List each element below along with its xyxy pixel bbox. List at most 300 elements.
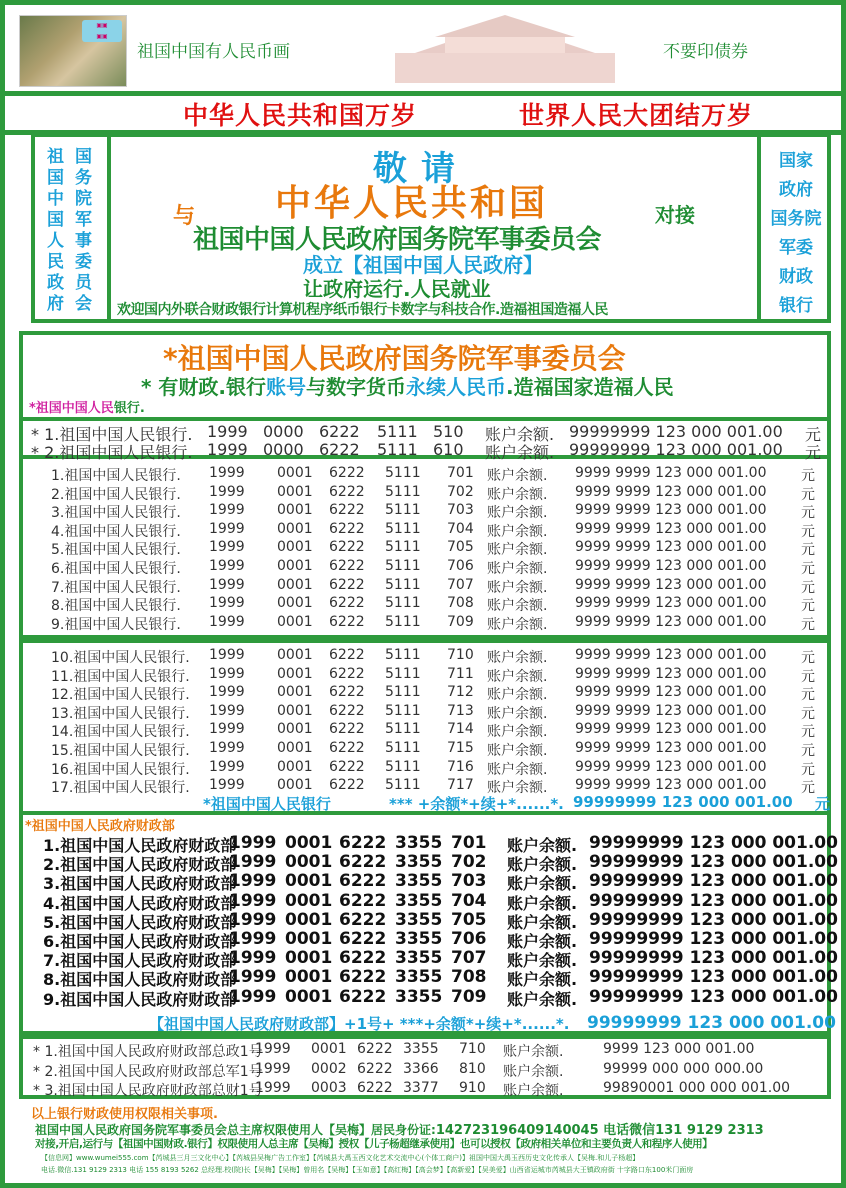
row-b: 6222 <box>319 422 360 441</box>
row-d: 702 <box>451 852 487 873</box>
row-a: 0001 <box>277 502 313 519</box>
row-c: 5111 <box>385 595 421 612</box>
row-no: 6.祖国中国人民银行. <box>51 561 181 577</box>
row-y: 1999 <box>209 613 245 630</box>
bank-label-b: 银行. <box>113 401 145 416</box>
row-c: 5111 <box>385 740 421 756</box>
row-b: 6222 <box>339 890 387 911</box>
header-left-title: 祖国中国有人民币画 <box>137 42 290 62</box>
table-row <box>23 967 838 990</box>
row-no: 8.祖国中国人民政府财政部 <box>43 970 237 990</box>
bank-group2-table <box>19 639 831 815</box>
portrait-image <box>19 15 127 87</box>
row-unit: 元 <box>805 425 822 444</box>
row-label: 账户余额. <box>487 561 548 577</box>
row-no: 3.祖国中国人民银行. <box>51 505 181 522</box>
row-b: 6222 <box>329 684 365 701</box>
row-no: 10.祖国中国人民银行. <box>51 650 190 666</box>
row-d: 717 <box>447 777 474 794</box>
row-label: 账户余额. <box>487 705 548 722</box>
row-unit: 元 <box>805 443 822 462</box>
row-label: 账户余额. <box>507 836 578 855</box>
row-label: 账户余额. <box>507 855 578 875</box>
slogan-left: 中华人民共和国万岁 <box>183 101 418 130</box>
row-label: 账户余额. <box>485 425 555 444</box>
section-title: *祖国中国人民政府国务院军事委员会 <box>163 342 626 375</box>
intro-welcome: 欢迎国内外联合财政银行计算机程序纸币银行卡数字与科技合作.造福祖国造福人民 <box>117 302 608 318</box>
row-a: 0001 <box>285 833 333 853</box>
row-y: 1999 <box>209 702 245 719</box>
row-label: 账户余额. <box>507 893 578 913</box>
row-unit: 元 <box>801 743 815 759</box>
row-b: 6222 <box>329 613 365 630</box>
footer-heading: 以上银行财政使用权限相关事项. <box>31 1107 218 1122</box>
left-side-panel <box>35 137 111 319</box>
row-b: 6222 <box>339 833 387 853</box>
row-label: 账户余额. <box>487 743 548 759</box>
row-bal: 99999 000 000 000.00 <box>603 1060 764 1077</box>
row-bal: 9999 9999 123 000 001.00 <box>575 558 767 574</box>
row-b: 6222 <box>339 986 387 1007</box>
row-b: 6222 <box>357 1060 393 1077</box>
row-a: 0001 <box>277 777 313 794</box>
row-no: 5.祖国中国人民政府财政部 <box>43 912 237 932</box>
row-y: 1999 <box>209 684 245 701</box>
bank-group1-table <box>19 459 831 639</box>
row-a: 0001 <box>277 539 313 556</box>
row-c: 5111 <box>377 440 418 459</box>
row-unit: 元 <box>801 650 815 666</box>
table-row <box>23 684 827 703</box>
row-bal: 9999 9999 123 000 001.00 <box>575 740 767 756</box>
row-d: 709 <box>451 986 487 1007</box>
row-b: 6222 <box>329 465 365 481</box>
row-c: 5111 <box>385 539 421 556</box>
row-c: 3355 <box>395 967 443 988</box>
table-row <box>23 558 827 577</box>
row-label: 账户余额. <box>487 650 548 666</box>
row-y: 1999 <box>209 558 245 574</box>
table-row <box>23 521 827 540</box>
section-sub-c: 与数字货币 <box>306 375 407 399</box>
row-b: 6222 <box>329 647 365 663</box>
row-c: 5111 <box>385 465 421 481</box>
row-unit: 元 <box>801 561 815 577</box>
row-a: 0001 <box>277 665 313 682</box>
row-c: 5111 <box>385 721 421 738</box>
right-side-line: 政府 <box>779 180 813 200</box>
section-sub-b: 账号 <box>266 375 307 399</box>
row-unit: 元 <box>801 687 815 704</box>
bank-top-table <box>19 417 831 462</box>
row-b: 6222 <box>329 758 365 775</box>
finance-summary-balance: 99999999 123 000 001.00 <box>587 1013 836 1033</box>
row-b: 6222 <box>329 483 365 500</box>
row-y: 1999 <box>229 929 277 949</box>
row-bal: 99999999 123 000 001.00 <box>589 833 838 853</box>
row-y: 1999 <box>255 1080 291 1096</box>
row-a: 0002 <box>311 1060 347 1077</box>
row-y: 1999 <box>229 967 277 988</box>
row-bal: 9999 123 000 001.00 <box>603 1041 755 1057</box>
row-d: 715 <box>447 740 474 756</box>
left-side-col2: 国务院军事委员会 <box>71 147 91 315</box>
footer <box>19 1101 831 1185</box>
table-row <box>23 1061 827 1081</box>
row-no: 3.祖国中国人民政府财政部 <box>43 874 237 894</box>
row-y: 1999 <box>209 758 245 775</box>
row-c: 5111 <box>385 647 421 663</box>
intro-committee: 祖国中国人民政府国务院军事委员会 <box>193 225 602 255</box>
row-c: 5111 <box>385 702 421 719</box>
row-label: 账户余额. <box>507 932 578 951</box>
row-b: 6222 <box>329 539 365 556</box>
row-y: 1999 <box>229 986 277 1007</box>
row-a: 0001 <box>285 890 333 911</box>
row-b: 6222 <box>319 440 360 459</box>
row-unit: 元 <box>801 468 815 484</box>
row-unit: 元 <box>801 616 815 633</box>
row-b: 6222 <box>339 909 387 930</box>
table-row <box>23 614 827 633</box>
row-no: 12.祖国中国人民银行. <box>51 687 190 704</box>
row-y: 1999 <box>209 721 245 738</box>
row-b: 6222 <box>329 702 365 719</box>
section-sub-e: .造福国家造福人民 <box>506 375 674 399</box>
row-bal: 9999 9999 123 000 001.00 <box>575 520 767 537</box>
section-sub-a: * 有财政.银行 <box>141 375 267 399</box>
row-d: 705 <box>447 539 474 556</box>
section-title-block <box>19 331 831 417</box>
row-d: 704 <box>451 890 487 911</box>
row-unit: 元 <box>801 668 815 685</box>
row-label: 账户余额. <box>485 443 555 462</box>
row-bal: 9999 9999 123 000 001.00 <box>575 777 767 794</box>
row-y: 1999 <box>209 665 245 682</box>
row-label: 账户余额. <box>487 579 548 596</box>
row-bal: 99999999 123 000 001.00 <box>569 422 783 441</box>
row-label: 账户余额. <box>507 951 578 971</box>
row-d: 716 <box>447 758 474 775</box>
row-y: 1999 <box>229 909 277 930</box>
section-subtitle <box>141 371 674 400</box>
row-b: 6222 <box>329 665 365 682</box>
row-c: 3355 <box>395 909 443 930</box>
intro-prc: 中华人民共和国 <box>275 183 549 224</box>
row-a: 0001 <box>277 740 313 756</box>
row-label: 账户余额. <box>487 468 548 484</box>
row-a: 0001 <box>285 871 333 892</box>
row-no: 9.祖国中国人民银行. <box>51 616 181 633</box>
row-a: 0001 <box>277 684 313 701</box>
row-bal: 9999 9999 123 000 001.00 <box>575 613 767 630</box>
row-d: 610 <box>433 440 464 459</box>
row-d: 701 <box>451 833 487 853</box>
row-b: 6222 <box>329 520 365 537</box>
row-no: 15.祖国中国人民银行. <box>51 743 190 759</box>
row-d: 714 <box>447 721 474 738</box>
row-a: 0000 <box>263 440 304 459</box>
row-a: 0000 <box>263 422 304 441</box>
row-a: 0001 <box>277 595 313 612</box>
footer-line3: 【信息网】www.wumei555.com【芮城县三月三文化中心】【芮城县吴梅广告工作室】【芮城县大禹玉西文化艺术交流中心(个体工商户)】祖国中国大禹玉西历史文化传承人【吴梅.和儿子杨超】 <box>41 1154 640 1162</box>
row-bal: 9999 9999 123 000 001.00 <box>575 595 767 612</box>
right-side-panel <box>757 137 831 319</box>
bank-summary-formula: *** +余额*+续+*......*. <box>389 795 564 813</box>
row-b: 6222 <box>329 740 365 756</box>
footer-line1-a: 祖国中国人民政府国务院军事委员会总主席权限使用人【吴梅】居民身份证: <box>35 1123 436 1137</box>
row-b: 6222 <box>357 1080 393 1096</box>
row-y: 1999 <box>207 440 248 459</box>
table-row <box>23 871 838 894</box>
row-d: 510 <box>433 422 464 441</box>
row-no: 17.祖国中国人民银行. <box>51 780 190 797</box>
slogan-right: 世界人民大团结万岁 <box>519 101 754 130</box>
row-unit: 元 <box>801 780 815 797</box>
row-a: 0001 <box>277 465 313 481</box>
row-bal: 99999999 123 000 001.00 <box>589 929 838 949</box>
row-y: 1999 <box>229 871 277 892</box>
intro-respect: 敬请 <box>373 149 469 189</box>
row-no: 4.祖国中国人民银行. <box>51 523 181 540</box>
table-row <box>23 909 838 932</box>
row-bal: 9999 9999 123 000 001.00 <box>575 539 767 556</box>
footer-line1-b: 142723196409140045 电话微信131 9129 2313 <box>435 1123 764 1138</box>
row-d: 709 <box>447 613 474 630</box>
row-c: 5111 <box>385 502 421 519</box>
row-bal: 9999 9999 123 000 001.00 <box>575 483 767 500</box>
row-no: * 2.祖国中国人民银行. <box>31 443 193 462</box>
row-y: 1999 <box>207 422 248 441</box>
finance-summary-label: 【祖国中国人民政府财政部】+1号+ ***+余额*+续+*......*. <box>149 1015 570 1033</box>
row-c: 3366 <box>403 1060 439 1077</box>
row-y: 1999 <box>209 777 245 794</box>
row-y: 1999 <box>255 1041 291 1057</box>
row-d: 707 <box>447 576 474 593</box>
row-label: 账户余额. <box>503 1044 564 1060</box>
table-row <box>23 484 827 503</box>
row-y: 1999 <box>229 890 277 911</box>
row-label: 账户余额. <box>487 486 548 503</box>
table-row <box>23 577 827 596</box>
row-no: * 3.祖国中国人民政府财政部总财1号 <box>33 1083 263 1099</box>
row-a: 0001 <box>277 483 313 500</box>
table-row <box>23 852 838 875</box>
row-d: 703 <box>451 871 487 892</box>
row-label: 账户余额. <box>503 1083 564 1099</box>
row-bal: 9999 9999 123 000 001.00 <box>575 576 767 593</box>
row-no: 16.祖国中国人民银行. <box>51 761 190 778</box>
logo-badge-icon: ▣▣ ▣▣ <box>82 20 122 42</box>
row-y: 1999 <box>209 483 245 500</box>
row-a: 0001 <box>277 558 313 574</box>
intro-establish: 成立【祖国中国人民政府】 <box>303 253 543 277</box>
row-unit: 元 <box>801 542 815 559</box>
row-y: 1999 <box>209 520 245 537</box>
intro-section <box>31 133 831 323</box>
finance-totals-table <box>19 1035 831 1099</box>
row-c: 3355 <box>395 890 443 911</box>
row-unit: 元 <box>801 761 815 778</box>
row-c: 5111 <box>385 777 421 794</box>
row-unit: 元 <box>801 523 815 540</box>
row-b: 6222 <box>339 871 387 892</box>
row-y: 1999 <box>229 833 277 853</box>
row-label: 账户余额. <box>487 668 548 685</box>
row-c: 5111 <box>385 665 421 682</box>
table-row <box>23 647 827 666</box>
row-b: 6222 <box>339 948 387 969</box>
row-c: 5111 <box>385 684 421 701</box>
row-b: 6222 <box>357 1041 393 1057</box>
slogan-bar <box>5 96 841 135</box>
row-bal: 99999999 123 000 001.00 <box>589 890 838 911</box>
row-a: 0001 <box>277 702 313 719</box>
row-c: 3355 <box>403 1041 439 1057</box>
row-c: 3355 <box>395 929 443 949</box>
table-row <box>23 422 827 444</box>
row-b: 6222 <box>329 576 365 593</box>
tiananmen-gate-icon <box>385 13 625 85</box>
intro-dock: 对接 <box>655 203 695 227</box>
table-row <box>23 1080 827 1100</box>
bank-label-a: *祖国中国人民 <box>29 401 114 416</box>
table-row <box>23 703 827 722</box>
row-c: 5111 <box>385 520 421 537</box>
row-a: 0001 <box>285 948 333 969</box>
row-b: 6222 <box>339 852 387 873</box>
row-d: 704 <box>447 520 474 537</box>
table-row <box>23 929 838 951</box>
row-c: 5111 <box>385 558 421 574</box>
row-b: 6222 <box>329 502 365 519</box>
row-unit: 元 <box>801 724 815 741</box>
row-unit: 元 <box>801 505 815 522</box>
row-c: 5111 <box>385 576 421 593</box>
row-a: 0001 <box>277 613 313 630</box>
row-no: 5.祖国中国人民银行. <box>51 542 181 559</box>
row-c: 3355 <box>395 833 443 853</box>
row-no: 2.祖国中国人民政府财政部 <box>43 855 237 875</box>
row-bal: 99890001 000 000 001.00 <box>603 1080 791 1096</box>
row-y: 1999 <box>209 740 245 756</box>
row-unit: 元 <box>801 705 815 722</box>
row-d: 707 <box>451 948 487 969</box>
row-unit: 元 <box>801 579 815 596</box>
row-y: 1999 <box>209 502 245 519</box>
row-no: 1.祖国中国人民政府财政部 <box>43 836 237 855</box>
row-a: 0001 <box>277 576 313 593</box>
row-no: 13.祖国中国人民银行. <box>51 705 190 722</box>
table-row <box>23 502 827 521</box>
row-c: 3377 <box>403 1080 439 1096</box>
row-d: 705 <box>451 909 487 930</box>
row-no: 14.祖国中国人民银行. <box>51 724 190 741</box>
row-d: 706 <box>447 558 474 574</box>
row-c: 5111 <box>385 483 421 500</box>
section-sub-d: 永续人民币 <box>406 375 507 399</box>
right-side-line: 国务院 <box>770 209 822 229</box>
intro-run: 让政府运行.人民就业 <box>303 277 491 301</box>
row-bal: 99999999 123 000 001.00 <box>589 852 838 873</box>
row-label: 账户余额. <box>487 780 548 797</box>
row-bal: 9999 9999 123 000 001.00 <box>575 502 767 519</box>
row-y: 1999 <box>209 595 245 612</box>
bank-summary-label: *祖国中国人民银行 <box>203 795 331 813</box>
row-bal: 99999999 123 000 001.00 <box>589 948 838 969</box>
row-bal: 99999999 123 000 001.00 <box>569 440 783 459</box>
row-no: * 1.祖国中国人民政府财政部总政1号 <box>33 1044 263 1060</box>
row-b: 6222 <box>339 967 387 988</box>
header-right-title: 不要印债券 <box>663 42 748 62</box>
row-bal: 9999 9999 123 000 001.00 <box>575 702 767 719</box>
row-no: 7.祖国中国人民银行. <box>51 579 181 596</box>
row-bal: 99999999 123 000 001.00 <box>589 986 838 1007</box>
table-row <box>23 465 827 484</box>
row-unit: 元 <box>801 486 815 503</box>
row-bal: 9999 9999 123 000 001.00 <box>575 465 767 481</box>
row-y: 1999 <box>209 465 245 481</box>
row-d: 708 <box>451 967 487 988</box>
row-c: 3355 <box>395 852 443 873</box>
row-label: 账户余额. <box>487 542 548 559</box>
bank-summary-unit: 元 <box>815 795 831 813</box>
row-c: 3355 <box>395 948 443 969</box>
bank-label <box>29 397 145 416</box>
row-c: 3355 <box>395 986 443 1007</box>
row-label: 账户余额. <box>503 1063 564 1080</box>
row-d: 711 <box>447 665 474 682</box>
row-d: 701 <box>447 465 474 481</box>
row-bal: 9999 9999 123 000 001.00 <box>575 721 767 738</box>
table-row <box>23 539 827 558</box>
row-a: 0003 <box>311 1080 347 1096</box>
table-row <box>23 890 838 913</box>
table-row <box>23 759 827 778</box>
row-b: 6222 <box>329 721 365 738</box>
row-bal: 99999999 123 000 001.00 <box>589 967 838 988</box>
row-bal: 9999 9999 123 000 001.00 <box>575 665 767 682</box>
row-d: 910 <box>459 1080 486 1096</box>
row-no: 1.祖国中国人民银行. <box>51 468 181 484</box>
left-side-col1: 祖国中国人民政府 <box>43 147 63 315</box>
row-d: 810 <box>459 1060 486 1077</box>
table-row <box>23 986 838 1009</box>
intro-with: 与 <box>173 204 196 229</box>
row-no: 2.祖国中国人民银行. <box>51 486 181 503</box>
row-label: 账户余额. <box>507 874 578 894</box>
row-unit: 元 <box>801 598 815 615</box>
row-d: 708 <box>447 595 474 612</box>
row-label: 账户余额. <box>487 505 548 522</box>
row-b: 6222 <box>339 929 387 949</box>
right-side-line: 银行 <box>779 296 813 316</box>
row-bal: 99999999 123 000 001.00 <box>589 909 838 930</box>
row-y: 1999 <box>209 539 245 556</box>
row-no: * 2.祖国中国人民政府财政部总军1号 <box>33 1063 263 1080</box>
row-a: 0001 <box>285 967 333 988</box>
footer-line4: 电话.微信.131 9129 2313 电话 155 8193 5262 总经理.校(院)长【吴梅】【吴梅】曾用名【吴梅】【玉如意】【高红梅】【高会梦】【高新爱】【吴美爱】山西省运城市芮城县大王镇政府街 十字路口东100米门面房 <box>41 1166 694 1174</box>
row-d: 710 <box>459 1041 486 1057</box>
row-label: 账户余额. <box>507 970 578 990</box>
header-bar <box>5 5 841 96</box>
right-side-line: 财政 <box>779 267 813 287</box>
footer-line2: 对接,开启,运行与【祖国中国财政.银行】权限使用人总主席【吴梅】授权【儿子杨超继承使用】也可以授权【政府相关单位和主要负责人和程序人使用】 <box>35 1138 713 1150</box>
row-no: 11.祖国中国人民银行. <box>51 668 190 685</box>
table-row <box>23 666 827 685</box>
row-a: 0001 <box>311 1041 347 1057</box>
row-label: 账户余额. <box>487 761 548 778</box>
